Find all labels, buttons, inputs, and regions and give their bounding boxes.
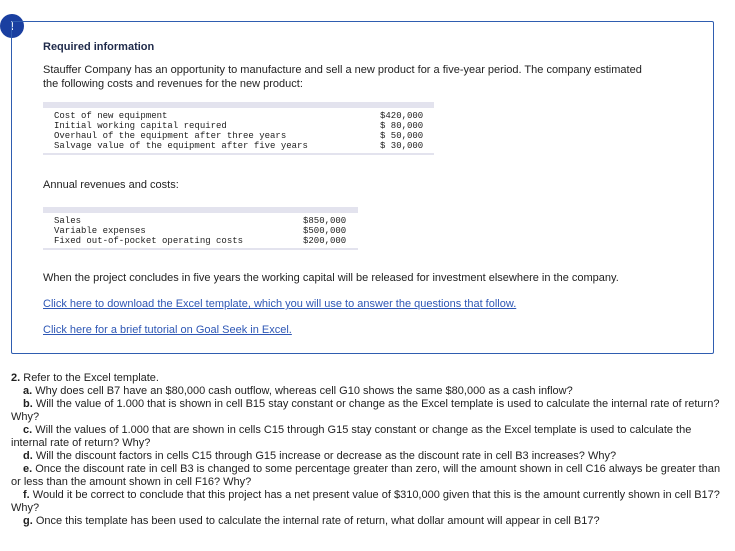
table-row (43, 111, 434, 121)
revenue-table (43, 207, 358, 246)
row-value: $850,000 (303, 216, 347, 226)
question-block (11, 372, 721, 528)
row-label: Sales (54, 216, 82, 226)
table-header-bar (43, 102, 434, 108)
sub-question-letter: b. (23, 398, 33, 410)
table-row (43, 141, 434, 151)
table-row (43, 236, 358, 246)
sub-question-text: Once the discount rate in cell B3 is changed to some percentage greater than zero, will the amount shown in cell C16 always be greater than or less than the amount shown in cell F16? Why? (11, 463, 721, 488)
table-header-bar (43, 207, 358, 213)
sub-question (11, 398, 721, 424)
sub-question-text: Will the discount factors in cells C15 through G15 increase or decrease as the discount rate in cell B3 increases? Why? (35, 450, 617, 462)
row-value: $ 80,000 (380, 121, 424, 131)
cost-table (43, 102, 434, 151)
excel-template-link[interactable]: Click here to download the Excel template, which you will use to answer the questions that follow. (43, 298, 517, 310)
sub-question (11, 450, 721, 463)
required-information-panel (11, 21, 714, 354)
sub-question-text: Once this template has been used to calculate the internal rate of return, what dollar amount will appear in cell B17? (35, 515, 600, 527)
sub-question (11, 463, 721, 489)
row-value: $200,000 (303, 236, 347, 246)
row-value: $ 50,000 (380, 131, 424, 141)
table-footer-bar (43, 248, 358, 250)
row-value: $420,000 (380, 111, 424, 121)
question-header (11, 372, 721, 385)
sub-question (11, 385, 721, 398)
sub-question (11, 489, 721, 515)
sub-question-text: Will the value of 1.000 that is shown in cell B15 stay constant or change as the Excel template is used to calculate the internal rate of return? Why? (11, 398, 720, 423)
table-row (43, 131, 434, 141)
sub-question (11, 424, 721, 450)
row-label: Fixed out-of-pocket operating costs (54, 236, 244, 246)
sub-question-letter: e. (23, 463, 33, 475)
sub-question-letter: f. (23, 489, 30, 501)
sub-question-letter: a. (23, 385, 33, 397)
question-intro: Refer to the Excel template. (23, 372, 159, 384)
sub-question-text: Would it be correct to conclude that this project has a net present value of $310,000 given that this is the amount currently shown in cell B17? Why? (11, 489, 720, 514)
table-row (43, 121, 434, 131)
sub-question-letter: g. (23, 515, 33, 527)
sub-question (11, 515, 721, 528)
panel-title: Required information (43, 41, 155, 53)
table-row (43, 226, 358, 236)
annual-heading: Annual revenues and costs: (43, 179, 179, 191)
sub-question-text: Will the values of 1.000 that are shown in cells C15 through G15 stay constant or change as the Excel template is used to calculate the internal rate of return? Why? (11, 424, 692, 449)
alert-icon: ! (0, 14, 24, 38)
row-label: Cost of new equipment (54, 111, 168, 121)
row-value: $500,000 (303, 226, 347, 236)
sub-question-letter: c. (23, 424, 33, 436)
intro-text: Stauffer Company has an opportunity to manufacture and sell a new product for a five-year period. The company estimated the following costs and revenues for the new product: (43, 64, 642, 90)
goal-seek-tutorial-link[interactable]: Click here for a brief tutorial on Goal Seek in Excel. (43, 324, 292, 336)
table-footer-bar (43, 153, 434, 155)
row-label: Initial working capital required (54, 121, 227, 131)
row-label: Salvage value of the equipment after five years (54, 141, 308, 151)
row-label: Overhaul of the equipment after three years (54, 131, 287, 141)
row-value: $ 30,000 (380, 141, 424, 151)
conclusion-text: When the project concludes in five years the working capital will be released for investment elsewhere in the company. (43, 272, 619, 284)
question-number: 2. (11, 372, 21, 384)
row-label: Variable expenses (54, 226, 146, 236)
table-row (43, 216, 358, 226)
sub-question-letter: d. (23, 450, 33, 462)
sub-question-text: Why does cell B7 have an $80,000 cash outflow, whereas cell G10 shows the same $80,000 as a cash inflow? (35, 385, 573, 397)
